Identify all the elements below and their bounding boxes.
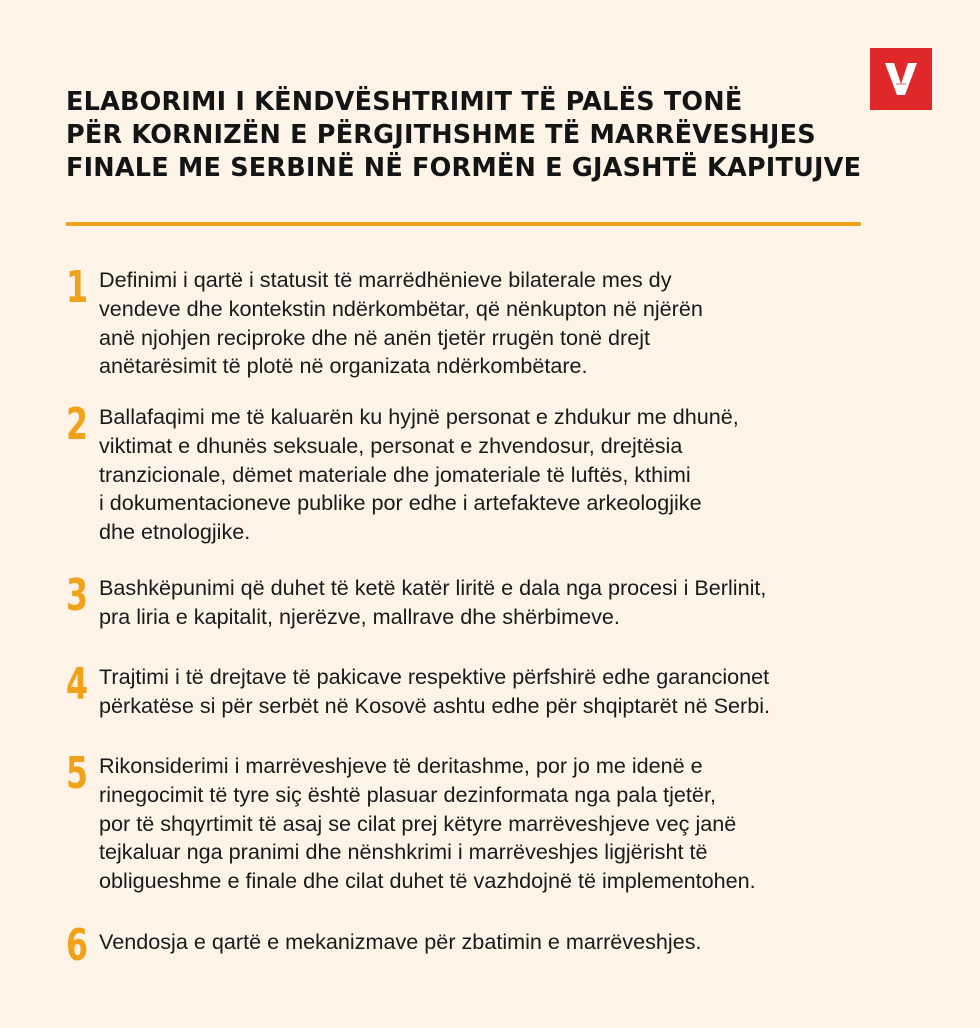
item-text-line: vendeve dhe kontekstin ndërkombëtar, që nënkupton në njërën bbox=[99, 295, 703, 321]
item-text-line: dhe etnologjike. bbox=[99, 519, 251, 545]
item-number: 3 bbox=[66, 570, 89, 621]
item-text bbox=[99, 574, 889, 632]
item-text-line: përkatëse si për serbët në Kosovë ashtu edhe për shqiptarët në Serbi. bbox=[99, 692, 771, 718]
brand-logo bbox=[870, 48, 932, 110]
item-text bbox=[99, 752, 889, 896]
item-text-line: Vendosja e qartë e mekanizmave për zbatimin e marrëveshjes. bbox=[99, 929, 702, 954]
item-text-line: por të shqyrtimit të asaj se cilat prej këtyre marrëveshjeve veç janë bbox=[99, 810, 737, 836]
item-text bbox=[99, 663, 889, 721]
item-text-line: rinegocimit të tyre siç është plasuar dezinformata nga pala tjetër, bbox=[99, 781, 716, 807]
item-number: 2 bbox=[66, 399, 89, 450]
title-line: FINALE ME SERBINË NË FORMËN E GJASHTË KAPITUJVE bbox=[66, 153, 862, 183]
item-text-line: anëtarësimit të plotë në organizata ndërkombëtare. bbox=[99, 353, 588, 379]
logo-v-icon bbox=[883, 60, 919, 98]
item-number: 5 bbox=[66, 748, 89, 799]
item-text bbox=[99, 266, 889, 381]
item-text-line: Bashkëpunimi që duhet të ketë katër liritë e dala nga procesi i Berlinit, bbox=[99, 575, 767, 600]
item-number: 1 bbox=[66, 262, 89, 313]
item-number: 4 bbox=[66, 659, 89, 710]
item-text bbox=[99, 403, 889, 547]
item-text-line: viktimat e dhunës seksuale, personat e zhvendosur, drejtësia bbox=[99, 432, 683, 458]
item-text-line: Definimi i qartë i statusit të marrëdhënieve bilaterale mes dy bbox=[99, 267, 672, 292]
title-line: ELABORIMI I KËNDVËSHTRIMIT TË PALËS TONË bbox=[66, 87, 743, 117]
title-line: PËR KORNIZËN E PËRGJITHSHME TË MARRËVESHJES bbox=[66, 120, 816, 150]
item-text bbox=[99, 928, 889, 957]
item-text-line: tejkaluar nga pranimi dhe nënshkrimi i marrëveshjes ligjërisht të bbox=[99, 839, 708, 865]
item-text-line: Ballafaqimi me të kaluarën ku hyjnë personat e zhdukur me dhunë, bbox=[99, 404, 739, 429]
page-title bbox=[66, 86, 866, 185]
item-text-line: Trajtimi i të drejtave të pakicave respektive përfshirë edhe garancionet bbox=[99, 664, 770, 689]
item-text-line: anë njohjen reciproke dhe në anën tjetër rrugën tonë drejt bbox=[99, 324, 651, 350]
item-text-line: Rikonsiderimi i marrëveshjeve të deritashme, por jo me idenë e bbox=[99, 753, 703, 778]
item-text-line: pra liria e kapitalit, njerëzve, mallrave dhe shërbimeve. bbox=[99, 603, 620, 629]
item-text-line: tranzicionale, dëmet materiale dhe jomateriale të luftës, kthimi bbox=[99, 461, 691, 487]
item-text-line: obligueshme e finale dhe cilat duhet të vazhdojnë të implementohen. bbox=[99, 868, 756, 894]
item-number: 6 bbox=[66, 920, 89, 971]
item-text-line: i dokumentacioneve publike por edhe i artefakteve arkeologjike bbox=[99, 490, 702, 516]
title-divider bbox=[66, 222, 861, 226]
